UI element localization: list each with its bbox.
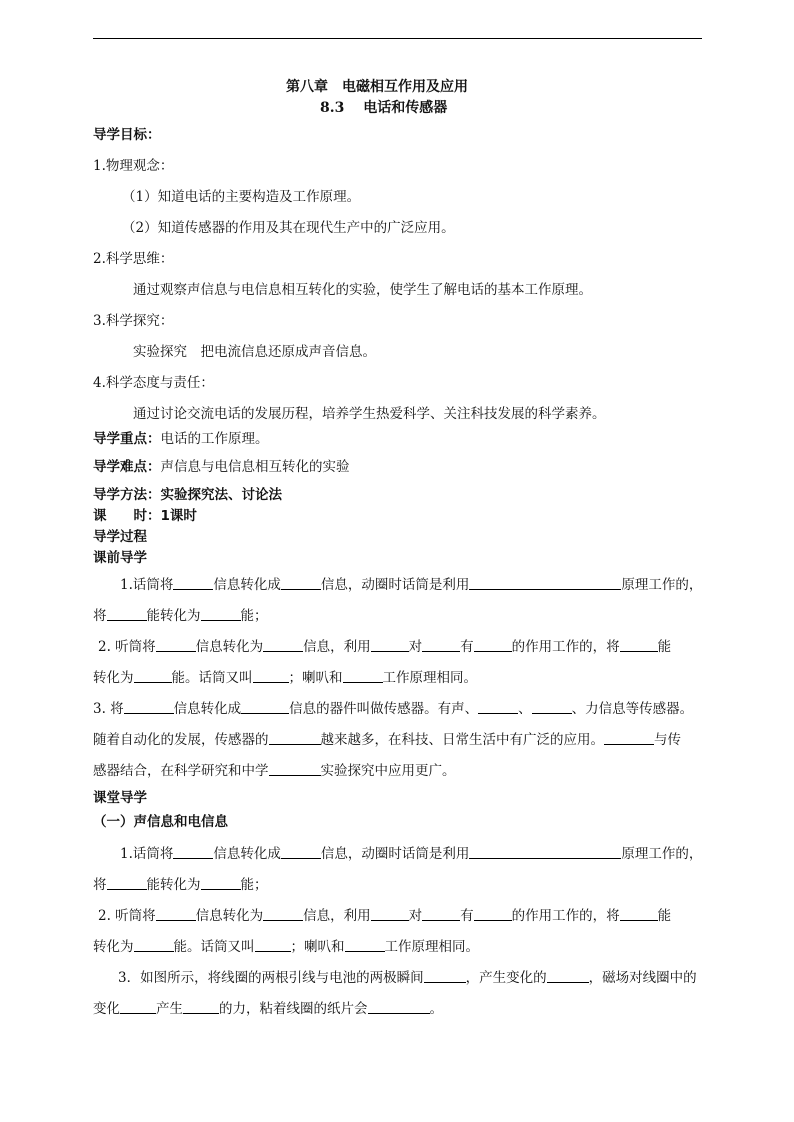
blank[interactable] xyxy=(263,907,303,921)
blank[interactable] xyxy=(422,907,460,921)
blank[interactable] xyxy=(422,638,460,652)
objective-2-line-1: 通过观察声信息与电信息相互转化的实验，使学生了解电话的基本工作原理。 xyxy=(133,282,592,298)
in-q2-line-2: 转化为 能。话筒又叫 ；喇叭和 工作原理相同。 xyxy=(93,939,479,955)
in-class-heading: 课堂导学 xyxy=(93,790,147,806)
blank[interactable] xyxy=(156,638,196,652)
blank[interactable] xyxy=(474,907,512,921)
objective-3-line-1: 实验探究 把电流信息还原成声音信息。 xyxy=(133,344,376,360)
blank[interactable] xyxy=(281,576,321,590)
objectives-heading: 导学目标： xyxy=(93,127,161,143)
blank[interactable] xyxy=(371,907,409,921)
blank[interactable] xyxy=(368,1000,430,1014)
blank[interactable] xyxy=(156,907,196,921)
in-class-subheading: （一）声信息和电信息 xyxy=(93,814,228,830)
blank[interactable] xyxy=(343,669,383,683)
blank[interactable] xyxy=(478,700,518,714)
blank[interactable] xyxy=(201,876,241,890)
in-q3-line-2: 变化 产生 的力，粘着线圈的纸片会 。 xyxy=(93,1001,443,1017)
blank[interactable] xyxy=(173,576,213,590)
blank[interactable] xyxy=(620,638,658,652)
blank[interactable] xyxy=(532,700,572,714)
blank[interactable] xyxy=(371,638,409,652)
blank[interactable] xyxy=(547,969,589,983)
in-q1-line-2: 将 能转化为 能； xyxy=(93,877,268,893)
blank[interactable] xyxy=(107,607,147,621)
blank[interactable] xyxy=(255,938,291,952)
in-q3-line-1: 3．如图所示，将线圈的两根引线与电池的两极瞬间 ，产生变化的 ，磁场对线圈中的 xyxy=(118,970,697,986)
objective-1-line-1: （1）知道电话的主要构造及工作原理。 xyxy=(122,189,361,205)
objective-4-title: 4.科学态度与责任： xyxy=(93,375,214,391)
blank[interactable] xyxy=(107,876,147,890)
pre-q2-line-1: 2. 听筒将 信息转化为 信息，利用 对 有 的作用工作的，将 能 xyxy=(98,639,672,655)
period: 课 时：1课时 xyxy=(93,508,197,524)
objective-4-line-1: 通过讨论交流电话的发展历程，培养学生热爱科学、关注科技发展的科学素养。 xyxy=(133,406,606,422)
blank[interactable] xyxy=(120,1000,156,1014)
blank[interactable] xyxy=(124,700,174,714)
blank[interactable] xyxy=(469,576,621,590)
difficulty-text: 声信息与电信息相互转化的实验 xyxy=(160,459,350,475)
blank[interactable] xyxy=(173,845,213,859)
blank[interactable] xyxy=(620,907,658,921)
pre-q1-line-1: 1.话筒将 信息转化成 信息，动圈时话筒是利用 原理工作的， xyxy=(120,577,703,593)
difficulty xyxy=(93,458,350,476)
objective-2-title: 2.科学思维： xyxy=(93,251,174,267)
blank[interactable] xyxy=(134,669,172,683)
pre-q2-line-2: 转化为 能。话筒又叫 ；喇叭和 工作原理相同。 xyxy=(93,670,477,686)
pre-q3-line-2: 随着自动化的发展，传感器的 越来越多，在科技、日常生活中有广泛的应用。 与传 xyxy=(93,732,681,748)
blank[interactable] xyxy=(269,762,321,776)
method: 导学方法：实验探究法、讨论法 xyxy=(93,487,282,503)
objective-1-title: 1.物理观念： xyxy=(93,158,174,174)
blank[interactable] xyxy=(469,845,621,859)
section-title: 8.3 电话和传感器 xyxy=(320,100,448,116)
pre-class-heading: 课前导学 xyxy=(93,550,147,566)
blank[interactable] xyxy=(474,638,512,652)
objective-3-title: 3.科学探究： xyxy=(93,313,174,329)
key-point-label: 导学重点： xyxy=(93,431,161,447)
blank[interactable] xyxy=(269,731,321,745)
key-point-text: 电话的工作原理。 xyxy=(160,431,269,447)
in-q2-line-1: 2. 听筒将 信息转化为 信息，利用 对 有 的作用工作的，将 能 xyxy=(98,908,672,924)
blank[interactable] xyxy=(134,938,174,952)
chapter-title: 第八章 电磁相互作用及应用 xyxy=(286,79,468,95)
blank[interactable] xyxy=(604,731,654,745)
pre-q1-line-2: 将 能转化为 能； xyxy=(93,608,268,624)
pre-q3-line-3: 感器结合，在科学研究和中学 实验探究中应用更广。 xyxy=(93,763,456,779)
key-point xyxy=(93,430,269,448)
blank[interactable] xyxy=(263,638,303,652)
objective-1-line-2: （2）知道传感器的作用及其在现代生产中的广泛应用。 xyxy=(122,220,455,236)
pre-q3-line-1: 3. 将 信息转化成 信息的器件叫做传感器。有声、 、 、力信息等传感器。 xyxy=(93,701,694,717)
header-rule xyxy=(93,38,702,39)
blank[interactable] xyxy=(424,969,466,983)
blank[interactable] xyxy=(241,700,289,714)
blank[interactable] xyxy=(345,938,385,952)
process-heading: 导学过程 xyxy=(93,529,147,545)
blank[interactable] xyxy=(201,607,241,621)
in-q1-line-1: 1.话筒将 信息转化成 信息，动圈时话筒是利用 原理工作的， xyxy=(120,846,703,862)
blank[interactable] xyxy=(281,845,321,859)
difficulty-label: 导学难点： xyxy=(93,459,161,475)
blank[interactable] xyxy=(183,1000,219,1014)
blank[interactable] xyxy=(253,669,289,683)
